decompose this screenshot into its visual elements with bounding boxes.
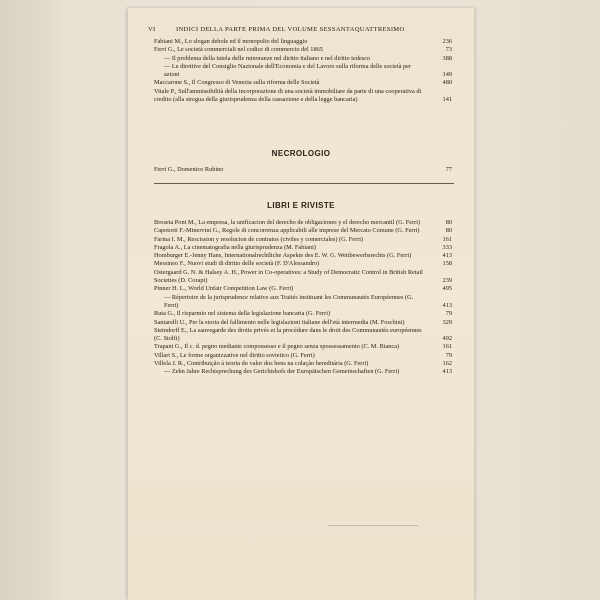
entry-text: — Zehn Jahre Rechtsprechung des Gerichtshofs der Europäischen Gemeinschaften (G. Ferri)	[164, 368, 400, 376]
index-entry	[154, 252, 464, 260]
index-entry	[154, 55, 464, 63]
entry-text: Ferri G., Le società commerciali nel codice di commercio del 1865	[154, 46, 323, 54]
entry-page: 79	[445, 351, 452, 359]
entry-page: 141	[442, 96, 452, 104]
index-entry	[154, 166, 464, 174]
entry-page: 73	[445, 46, 452, 54]
entry-page: 333	[442, 243, 452, 251]
header-title: INDICI DELLA PARTE PRIMA DEL VOLUME SESSANTAQUATTRESIMO	[176, 26, 405, 33]
index-entry	[154, 260, 464, 268]
index-entry	[154, 63, 464, 80]
entry-text: — Répertoire de la jurisprudence relative aux Traités instituant les Communautés Européennes (G. Ferri)	[164, 293, 414, 309]
entry-text: Santarelli U., Per la storia del fallimento nelle legislazioni italiane dell'età intermedia (M. Foschini)	[154, 318, 405, 326]
entry-text: Vitale P., Sull'ammissibilità della incorporazione di una società immobiliare da parte di una cooperativa di credito (alla stregua della giurisprudenza della cassazione e della legge bancaria)	[154, 87, 422, 104]
entry-text: Maccarone S., Il Congresso di Venezia sulla riforma delle Società	[154, 79, 320, 87]
index-entry	[154, 227, 464, 235]
entry-text: Ruta G., Il risparmio nel sistema della legislazione bancaria (G. Ferri)	[154, 310, 331, 318]
entry-text: — Il problema della tutela delle minoranze nel diritto italiano e nel diritto tedesco	[164, 54, 371, 62]
index-entry	[154, 88, 464, 105]
entry-page: 492	[442, 335, 452, 343]
index-entry	[154, 38, 464, 46]
entry-page: 158	[442, 260, 452, 268]
entry-text: Steindorff E., La sauvegarde des droits privés et la procédure dans le droit des Communautés européennes (C. Stolfi)	[154, 326, 422, 343]
entry-page: 149	[442, 71, 452, 79]
entry-page: 162	[442, 360, 452, 368]
paper-fold-line	[328, 525, 418, 527]
entry-text: Homburger E.-Jenny Hans, Internationalrechtliche Aspekte des E. W. G. Wettbewerbsrechts (G. Ferri)	[154, 252, 412, 260]
entry-page: 161	[442, 343, 452, 351]
articles-list	[154, 38, 464, 104]
entry-page: 80	[445, 219, 452, 226]
entry-text: Capotorti F.-Minervini G., Regole di concorrenza applicabili alle imprese del Mercato Comune (G. Ferri)	[154, 227, 420, 235]
entry-text: — Le direttive del Consiglio Nazionale dell'Economia e del Lavoro sulla riforma delle società per azioni	[164, 62, 411, 79]
entry-page: 413	[442, 252, 452, 260]
entry-text: Fabiani M., Lo slogan debole ed il monopolio del linguaggio	[154, 38, 308, 45]
running-header	[148, 26, 454, 36]
entry-page: 495	[442, 285, 452, 293]
index-entry	[154, 310, 464, 318]
entry-page: 77	[445, 166, 452, 173]
entry-text: Villari S., Le forme organizzative nel diritto sovietico (G. Ferri)	[154, 351, 315, 359]
entry-page: 236	[442, 38, 452, 45]
necrologio-list	[154, 166, 464, 174]
section-heading-necrologio: NECROLOGIO	[271, 149, 331, 158]
header-page-number: VI	[148, 26, 156, 33]
entry-text: Farina I. M., Rescission y resolucion de contratos (civiles y comerciales) (G. Ferri)	[154, 235, 364, 243]
index-entry	[154, 319, 464, 327]
index-entry	[154, 327, 464, 344]
entry-page: 413	[442, 368, 452, 376]
index-entry	[154, 285, 464, 293]
entry-text: Trapani G., Il c. d. pegno mediante compossesso e il pegno senza spossessamento (C. M. Bianca)	[154, 343, 400, 351]
index-entry	[154, 352, 464, 360]
index-entry	[154, 244, 464, 252]
index-entry	[154, 294, 464, 311]
entry-page: 329	[442, 318, 452, 326]
index-entry	[154, 360, 464, 368]
entry-page: 388	[442, 54, 452, 62]
index-entry	[154, 46, 464, 54]
entry-text: Villela J. R., Contribuição à teoria do valor dos bens na colação hereditária (G. Ferri)	[154, 360, 369, 368]
entry-page: 161	[442, 235, 452, 243]
entry-page: 413	[442, 301, 452, 309]
section-heading-libri: LIBRI E RIVISTE	[267, 201, 335, 210]
entry-page: 239	[442, 277, 452, 285]
index-entry	[154, 236, 464, 244]
entry-text: Pinner H. L., World Unfair Competition Law (G. Ferri)	[154, 285, 294, 293]
index-entry	[154, 219, 464, 227]
book-page	[128, 8, 474, 600]
reviews-list	[154, 219, 464, 377]
entry-page: 80	[445, 227, 452, 235]
index-entry	[154, 79, 464, 87]
section-divider	[154, 183, 454, 184]
entry-page: 79	[445, 310, 452, 318]
entry-text: Broseta Pont M., La empresa, la unificacion del derecho de obligaciones y el derecho mercantil (G. Ferri)	[154, 219, 421, 226]
entry-text: Ferri G., Domenico Rubino	[154, 166, 224, 173]
entry-text: Ostergaard G. N. & Halsey A. H., Power in Co-operatives: a Study of Democratic Control in British Retail Societies (D. Corapi)	[154, 268, 423, 285]
entry-text: Messineo F., Nuovi studi di diritto delle società (F. D'Alessandro)	[154, 260, 320, 268]
index-entry	[154, 368, 464, 376]
index-entry	[154, 343, 464, 351]
entry-page: 480	[442, 79, 452, 87]
entry-text: Fragola A., La cinematografia nella giurisprudenza (M. Fabiani)	[154, 243, 316, 251]
index-entry	[154, 269, 464, 286]
